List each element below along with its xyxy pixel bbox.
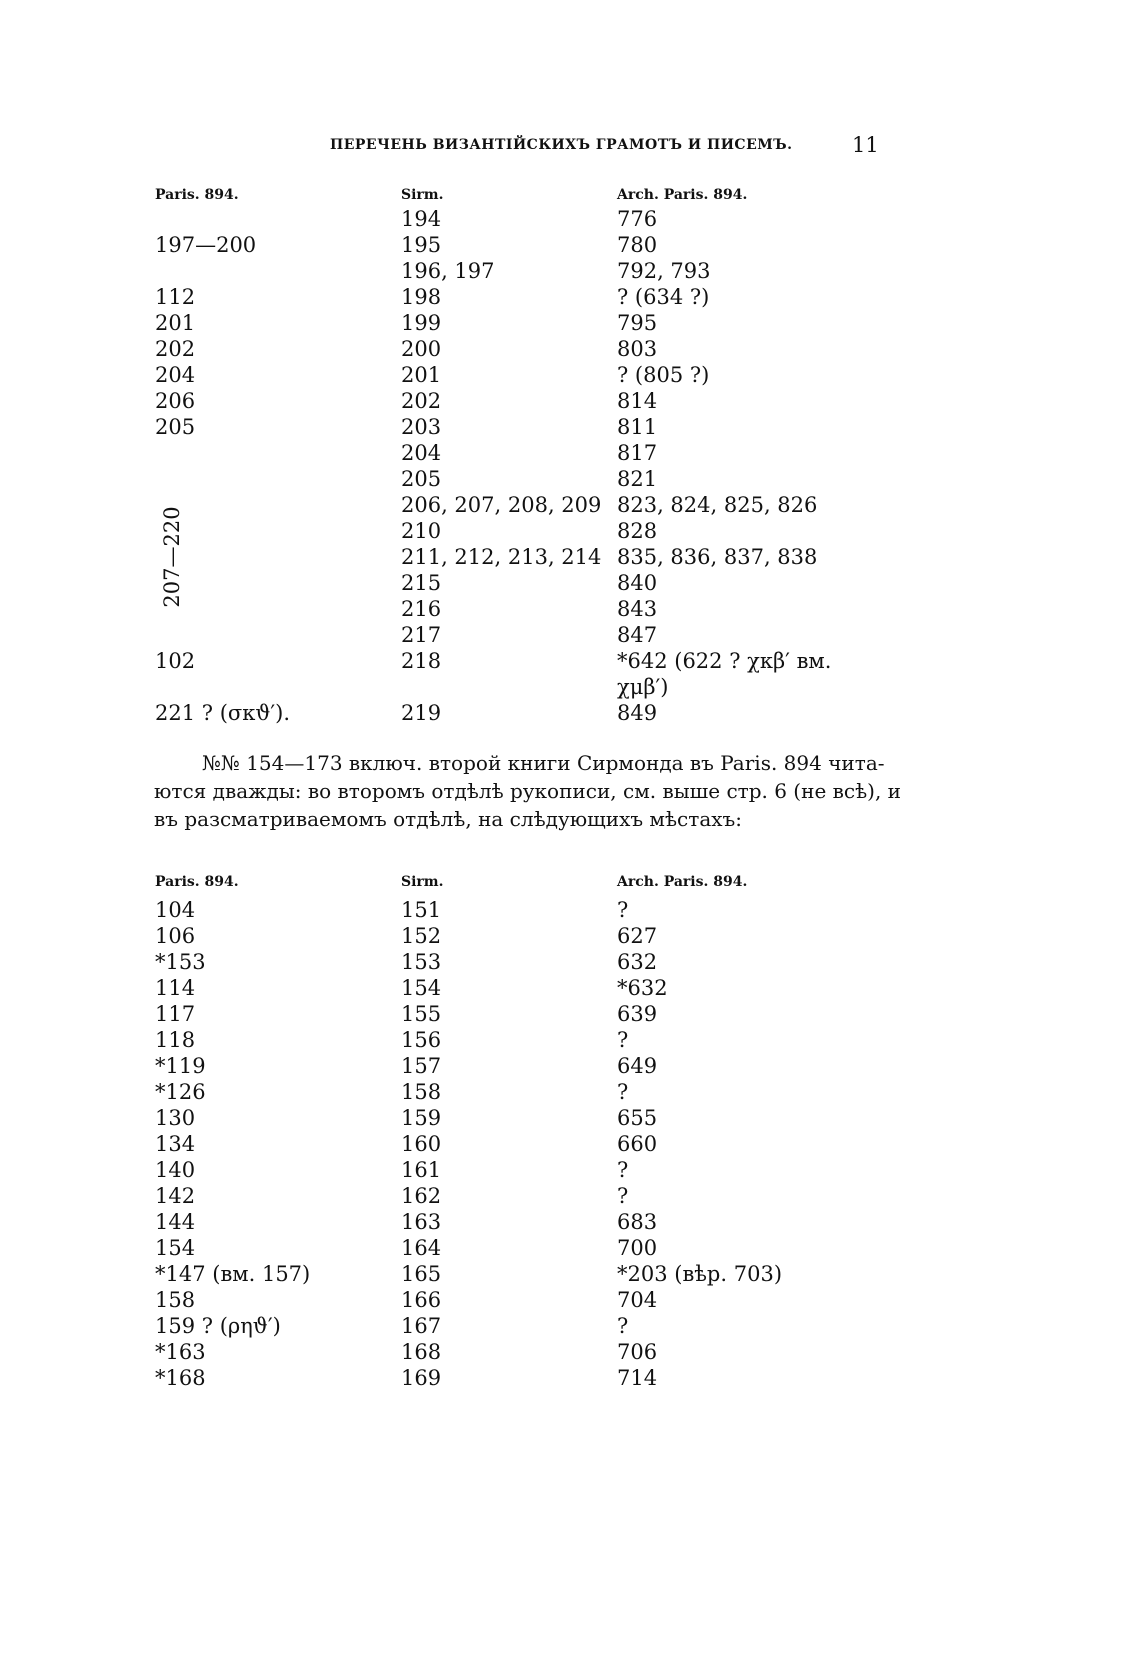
paragraph-line: ются дважды: во второмъ отдѣлѣ рукописи, см. выше стр. 6 (не всѣ), и [154, 779, 902, 803]
table-cell: 704 [617, 1288, 658, 1312]
table-cell: 153 [401, 950, 442, 974]
table-cell: 219 [401, 701, 442, 725]
table-cell: 168 [401, 1340, 442, 1364]
table-cell: *153 [155, 950, 206, 974]
table-cell: 655 [617, 1106, 658, 1130]
table-cell: 706 [617, 1340, 658, 1364]
table-cell: 199 [401, 311, 442, 335]
table-cell: ? [617, 1184, 629, 1208]
table-cell: ? [617, 898, 629, 922]
table-cell: 157 [401, 1054, 442, 1078]
table-cell: 112 [155, 285, 196, 309]
column-header: Sirm. [401, 187, 444, 203]
table-cell: 840 [617, 571, 658, 595]
table-cell: 158 [401, 1080, 442, 1104]
table-cell: 700 [617, 1236, 658, 1260]
table-cell: ? [617, 1314, 629, 1338]
table-cell: 714 [617, 1366, 658, 1390]
table-cell: 639 [617, 1002, 658, 1026]
table-cell: 627 [617, 924, 658, 948]
table-cell: ? [617, 1158, 629, 1182]
table-cell: 218 [401, 649, 442, 673]
table-cell: 215 [401, 571, 442, 595]
table-cell: *168 [155, 1366, 206, 1390]
table-cell: 194 [401, 207, 442, 231]
table-cell: 776 [617, 207, 658, 231]
table-cell: 161 [401, 1158, 442, 1182]
table-cell: 104 [155, 898, 196, 922]
table-cell: 160 [401, 1132, 442, 1156]
table-cell: 130 [155, 1106, 196, 1130]
table-cell: 849 [617, 701, 658, 725]
table-cell: 821 [617, 467, 658, 491]
table-cell: 205 [401, 467, 442, 491]
table-cell: 151 [401, 898, 442, 922]
table-cell: 156 [401, 1028, 442, 1052]
table-cell: ? (634 ?) [617, 285, 710, 309]
table-cell: 134 [155, 1132, 196, 1156]
table-cell: 158 [155, 1288, 196, 1312]
table-cell: 106 [155, 924, 196, 948]
table-cell: 206, 207, 208, 209 [401, 493, 602, 517]
table-cell: 201 [401, 363, 442, 387]
table-cell: 165 [401, 1262, 442, 1286]
table-cell: 164 [401, 1236, 442, 1260]
table-cell: *147 (вм. 157) [155, 1262, 311, 1286]
table-cell: 632 [617, 950, 658, 974]
table-cell: 814 [617, 389, 658, 413]
table-cell: 155 [401, 1002, 442, 1026]
table-cell: 166 [401, 1288, 442, 1312]
table-cell: 210 [401, 519, 442, 543]
column-header: Paris. 894. [155, 187, 239, 203]
table-cell: ? (805 ?) [617, 363, 710, 387]
table-cell: 828 [617, 519, 658, 543]
table-cell: 204 [401, 441, 442, 465]
table-cell: 140 [155, 1158, 196, 1182]
table-cell: 200 [401, 337, 442, 361]
table-cell: 159 ? (ρηϑ′) [155, 1314, 281, 1338]
table-cell: 102 [155, 649, 196, 673]
table-cell: 205 [155, 415, 196, 439]
column-header: Arch. Paris. 894. [617, 874, 748, 890]
table-cell: 221 ? (σκϑ′). [155, 701, 290, 725]
table-cell: 195 [401, 233, 442, 257]
table-cell: 196, 197 [401, 259, 495, 283]
table-cell: 803 [617, 337, 658, 361]
column-header: Paris. 894. [155, 874, 239, 890]
table-cell: 169 [401, 1366, 442, 1390]
table-cell: 660 [617, 1132, 658, 1156]
table-cell: 823, 824, 825, 826 [617, 493, 818, 517]
table-cell: *119 [155, 1054, 206, 1078]
table-cell: 780 [617, 233, 658, 257]
table-cell: 114 [155, 976, 196, 1000]
table-cell: 649 [617, 1054, 658, 1078]
rotated-range-label: 207—220 [160, 506, 184, 608]
column-header: Sirm. [401, 874, 444, 890]
table-cell: 117 [155, 1002, 196, 1026]
table-cell: 167 [401, 1314, 442, 1338]
table-cell: 847 [617, 623, 658, 647]
table-cell: 811 [617, 415, 658, 439]
table-cell: 835, 836, 837, 838 [617, 545, 818, 569]
table-cell: 197—200 [155, 233, 257, 257]
table-cell: ? [617, 1080, 629, 1104]
table-cell: *203 (вѣр. 703) [617, 1262, 783, 1286]
table-cell: 843 [617, 597, 658, 621]
table-cell: *642 (622 ? χκβ′ вм. [617, 649, 832, 673]
table-cell: 202 [401, 389, 442, 413]
table-cell: *163 [155, 1340, 206, 1364]
table-cell: 144 [155, 1210, 196, 1234]
table-cell: *126 [155, 1080, 206, 1104]
table-cell: 198 [401, 285, 442, 309]
table-cell: 216 [401, 597, 442, 621]
table-cell: 118 [155, 1028, 196, 1052]
running-title: ПЕРЕЧЕНЬ ВИЗАНТІЙСКИХЪ ГРАМОТЪ И ПИСЕМЪ. [330, 137, 793, 153]
paragraph-line: №№ 154—173 включ. второй книги Сирмонда въ Paris. 894 чита- [202, 751, 885, 775]
table-cell: *632 [617, 976, 668, 1000]
table-cell: χμβ′) [617, 675, 669, 699]
table-cell: 154 [155, 1236, 196, 1260]
table-cell: 154 [401, 976, 442, 1000]
table-cell: 792, 793 [617, 259, 711, 283]
table-cell: 817 [617, 441, 658, 465]
table-cell: ? [617, 1028, 629, 1052]
column-header: Arch. Paris. 894. [617, 187, 748, 203]
table-cell: 203 [401, 415, 442, 439]
table-cell: 201 [155, 311, 196, 335]
table-cell: 152 [401, 924, 442, 948]
table-cell: 683 [617, 1210, 658, 1234]
table-cell: 204 [155, 363, 196, 387]
table-cell: 795 [617, 311, 658, 335]
table-cell: 162 [401, 1184, 442, 1208]
paragraph-line: въ разсматриваемомъ отдѣлѣ, на слѣдующихъ мѣстахъ: [154, 807, 742, 831]
table-cell: 217 [401, 623, 442, 647]
table-cell: 202 [155, 337, 196, 361]
table-cell: 142 [155, 1184, 196, 1208]
table-cell: 206 [155, 389, 196, 413]
page-number: 11 [852, 133, 879, 157]
table-cell: 211, 212, 213, 214 [401, 545, 602, 569]
table-cell: 163 [401, 1210, 442, 1234]
table-cell: 159 [401, 1106, 442, 1130]
